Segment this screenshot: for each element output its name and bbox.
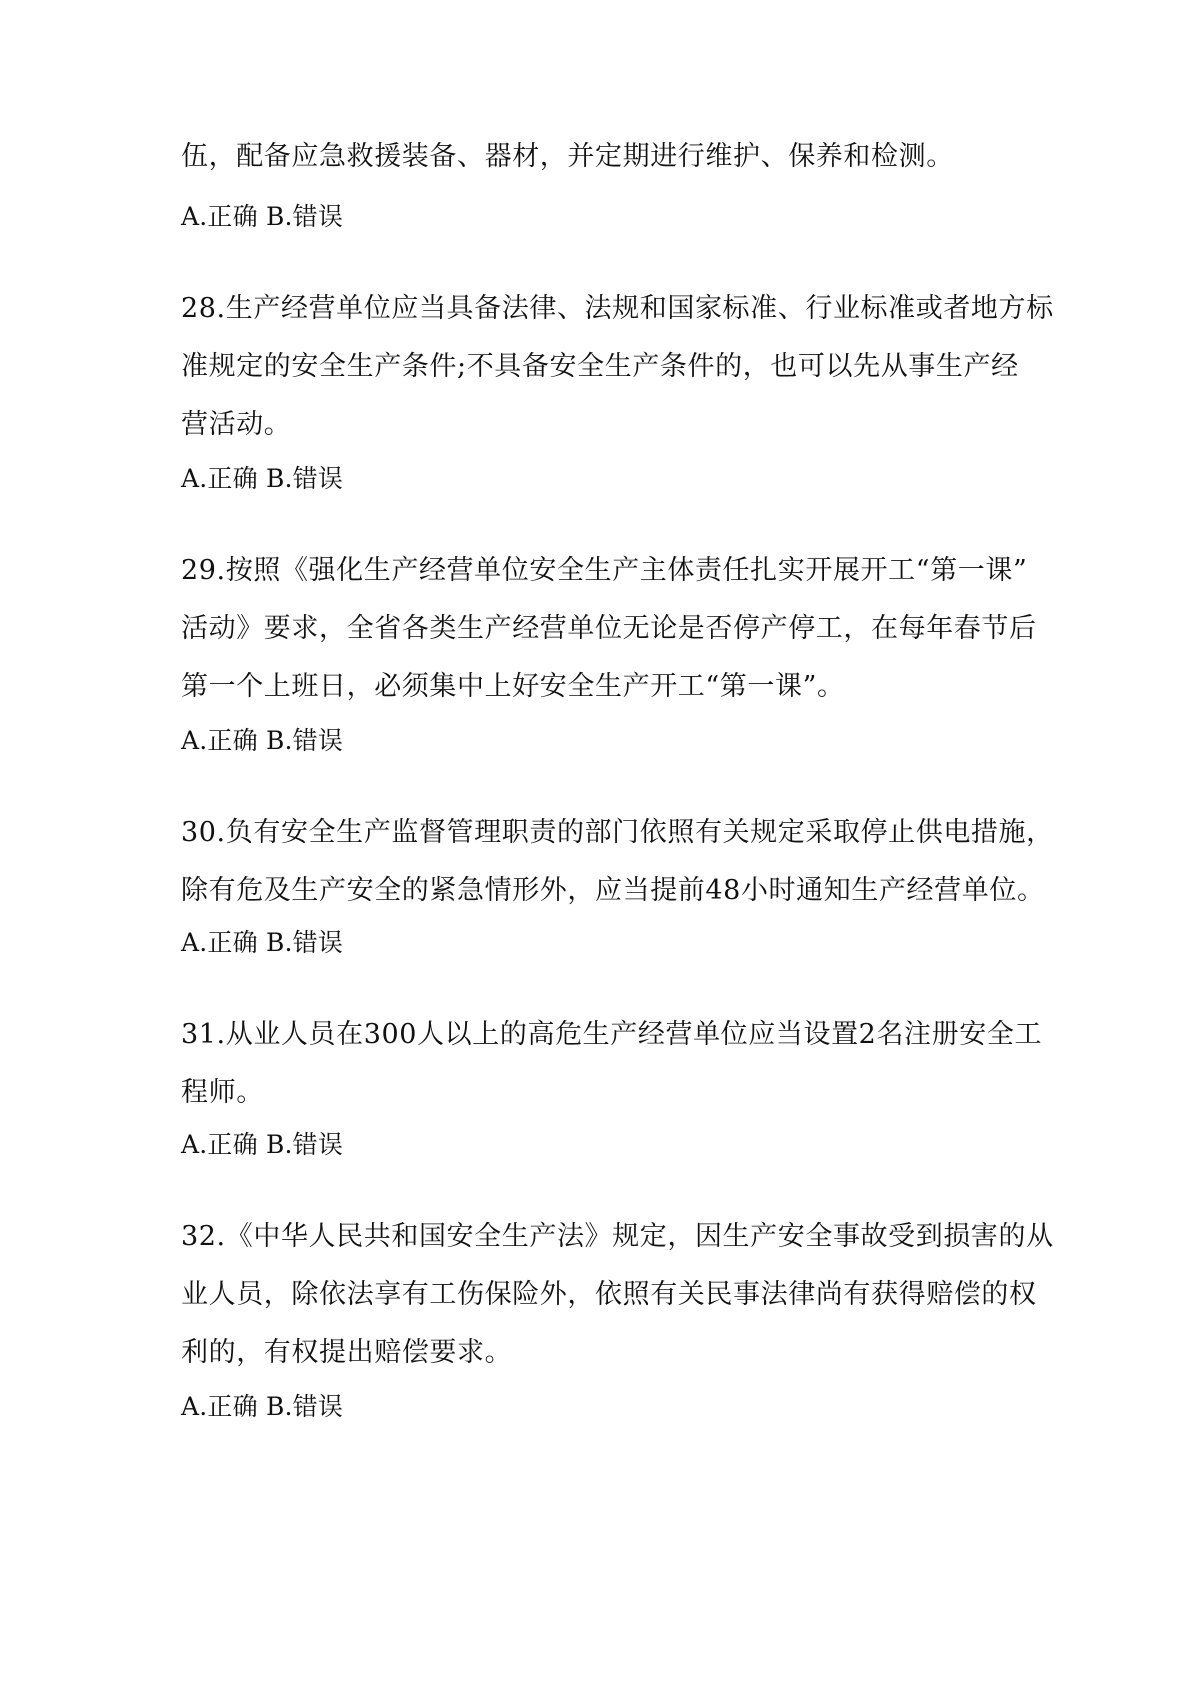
question-text-line: 第一个上班日，必须集中上好安全生产开工“第一课”。 — [181, 671, 845, 702]
answer-options: A.正确 B.错误 — [181, 1130, 344, 1159]
answer-options: A.正确 B.错误 — [181, 928, 344, 957]
question-29 — [181, 544, 1037, 714]
question-text-line: 准规定的安全生产条件;不具备安全生产条件的，也可以先从事生产经 — [181, 351, 1019, 382]
question-31-options — [181, 1118, 1021, 1172]
question-27-continuation — [181, 130, 1021, 184]
question-text-line: 业人员，除依法享有工伤保险外，依照有关民事法律尚有获得赔偿的权 — [181, 1279, 1037, 1310]
question-text-line: 活动》要求，全省各类生产经营单位无论是否停产停工，在每年春节后 — [181, 613, 1037, 644]
question-28 — [181, 282, 1054, 452]
question-text-line: 30.负有安全生产监督管理职责的部门依照有关规定采取停止供电措施， — [181, 817, 1054, 848]
question-text-line: 程师。 — [181, 1077, 264, 1108]
question-27-options — [181, 190, 1021, 244]
question-30 — [181, 806, 1054, 918]
answer-options: A.正确 B.错误 — [181, 726, 344, 755]
question-29-options — [181, 714, 1021, 768]
question-32 — [181, 1210, 1054, 1380]
question-31 — [181, 1008, 1043, 1120]
question-text-line: 伍，配备应急救援装备、器材，并定期进行维护、保养和检测。 — [181, 141, 954, 172]
question-28-options — [181, 452, 1021, 506]
question-32-options — [181, 1380, 1021, 1434]
answer-options: A.正确 B.错误 — [181, 464, 344, 493]
answer-options: A.正确 B.错误 — [181, 1392, 344, 1421]
question-text-line: 营活动。 — [181, 409, 292, 440]
answer-options: A.正确 B.错误 — [181, 202, 344, 231]
question-text-line: 31.从业人员在300人以上的高危生产经营单位应当设置2名注册安全工 — [181, 1019, 1043, 1050]
question-text-line: 32.《中华人民共和国安全生产法》规定，因生产安全事故受到损害的从 — [181, 1221, 1054, 1252]
question-text-line: 除有危及生产安全的紧急情形外，应当提前48小时通知生产经营单位。 — [181, 875, 1045, 906]
question-text-line: 29.按照《强化生产经营单位安全生产主体责任扎实开展开工“第一课” — [181, 555, 1028, 586]
question-30-options — [181, 916, 1021, 970]
question-text-line: 利的，有权提出赔偿要求。 — [181, 1337, 513, 1368]
question-text-line: 28.生产经营单位应当具备法律、法规和国家标准、行业标准或者地方标 — [181, 293, 1054, 324]
